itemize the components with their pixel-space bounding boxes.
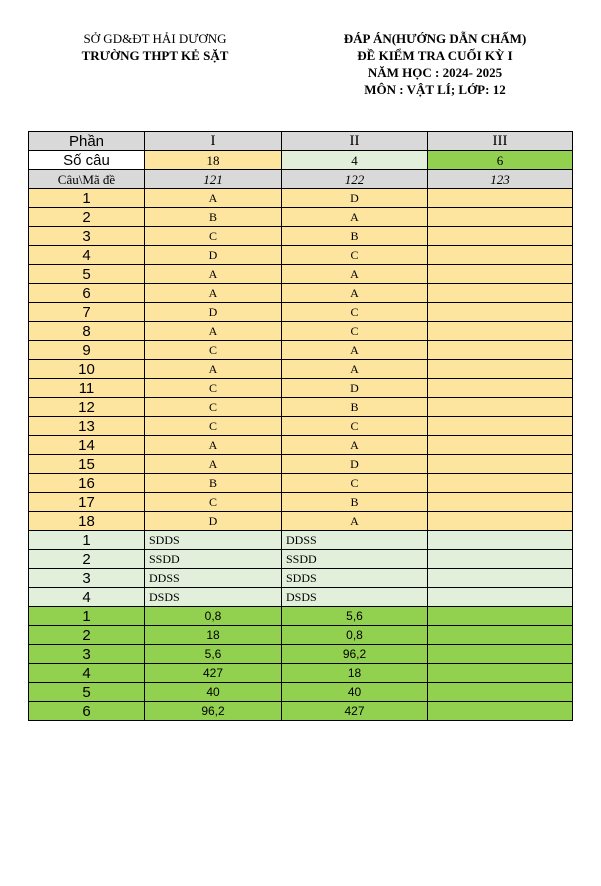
answer-cell: [428, 322, 573, 341]
answer-cell: [428, 265, 573, 284]
table-row: [29, 645, 573, 664]
answer-cell: [428, 683, 573, 702]
question-number: 1: [29, 531, 145, 550]
table-row: [29, 208, 573, 227]
answer-cell: 96,2: [145, 702, 282, 721]
answer-cell: [428, 474, 573, 493]
answer-cell: 0,8: [282, 626, 428, 645]
answer-cell: [428, 493, 573, 512]
answer-cell: A: [145, 284, 282, 303]
answer-cell: A: [145, 322, 282, 341]
question-number: 4: [29, 588, 145, 607]
answer-cell: [428, 227, 573, 246]
question-number: 2: [29, 550, 145, 569]
question-number: 6: [29, 284, 145, 303]
answer-cell: [428, 512, 573, 531]
answer-cell: B: [145, 208, 282, 227]
table-row: [29, 607, 573, 626]
answer-cell: [428, 550, 573, 569]
answer-cell: [428, 569, 573, 588]
answer-cell: [428, 284, 573, 303]
answer-cell: D: [145, 303, 282, 322]
answer-cell: A: [145, 265, 282, 284]
answer-cell: 96,2: [282, 645, 428, 664]
answer-cell: A: [145, 436, 282, 455]
question-number: 12: [29, 398, 145, 417]
question-number: 2: [29, 626, 145, 645]
answer-cell: [428, 303, 573, 322]
answer-cell: B: [145, 474, 282, 493]
answer-cell: C: [282, 246, 428, 265]
question-number: 4: [29, 246, 145, 265]
question-count-part-2: 4: [282, 151, 428, 170]
school-name: TRƯỜNG THPT KẺ SẶT: [81, 48, 229, 63]
question-number: 18: [29, 512, 145, 531]
question-number: 3: [29, 645, 145, 664]
table-row: [29, 379, 573, 398]
answer-cell: 427: [145, 664, 282, 683]
document-header: [0, 30, 601, 120]
table-row: [29, 436, 573, 455]
question-number: 9: [29, 341, 145, 360]
answer-cell: D: [282, 379, 428, 398]
answer-cell: B: [282, 227, 428, 246]
answer-cell: B: [282, 493, 428, 512]
answer-cell: A: [282, 265, 428, 284]
answer-cell: C: [282, 303, 428, 322]
answer-cell: A: [145, 455, 282, 474]
question-count-label: Số câu: [29, 151, 145, 170]
answer-cell: A: [282, 341, 428, 360]
answer-cell: [428, 189, 573, 208]
exam-code-122: 122: [282, 170, 428, 189]
subject-grade: MÔN : VẬT LÍ; LỚP: 12: [364, 82, 506, 97]
answer-cell: 40: [282, 683, 428, 702]
answer-cell: C: [145, 341, 282, 360]
table-row: [29, 227, 573, 246]
answer-cell: [428, 531, 573, 550]
answer-cell: [428, 702, 573, 721]
answer-cell: [428, 417, 573, 436]
answer-cell: B: [282, 398, 428, 417]
table-row: [29, 588, 573, 607]
table-row: [29, 512, 573, 531]
answer-cell: DSDS: [282, 588, 428, 607]
question-number: 5: [29, 683, 145, 702]
table-row: [29, 265, 573, 284]
question-count-row: [29, 151, 573, 170]
table-row: [29, 303, 573, 322]
answer-cell: D: [282, 189, 428, 208]
answer-cell: C: [282, 474, 428, 493]
answer-cell: C: [145, 379, 282, 398]
table-row: [29, 189, 573, 208]
question-number: 17: [29, 493, 145, 512]
answer-cell: SSDD: [282, 550, 428, 569]
answer-cell: A: [282, 208, 428, 227]
answer-cell: D: [145, 246, 282, 265]
answer-cell: C: [145, 398, 282, 417]
table-row: [29, 683, 573, 702]
table-row: [29, 322, 573, 341]
header-part-3: III: [428, 132, 573, 151]
header-part-1: I: [145, 132, 282, 151]
answer-cell: C: [282, 322, 428, 341]
answer-cell: [428, 398, 573, 417]
department-name: SỞ GD&ĐT HẢI DƯƠNG: [83, 31, 227, 46]
exam-code-label: Câu\Mã đề: [29, 170, 145, 189]
answer-cell: [428, 645, 573, 664]
question-count-part-3: 6: [428, 151, 573, 170]
answer-cell: DDSS: [282, 531, 428, 550]
answer-cell: [428, 588, 573, 607]
answer-cell: A: [145, 360, 282, 379]
question-number: 3: [29, 227, 145, 246]
header-row: [29, 132, 573, 151]
question-number: 13: [29, 417, 145, 436]
answer-cell: 5,6: [282, 607, 428, 626]
answer-cell: A: [282, 284, 428, 303]
table-row: [29, 569, 573, 588]
question-number: 7: [29, 303, 145, 322]
answer-cell: [428, 436, 573, 455]
exam-name: ĐỀ KIỂM TRA CUỐI KỲ I: [357, 48, 513, 63]
question-number: 4: [29, 664, 145, 683]
table-row: [29, 626, 573, 645]
doc-title: ĐÁP ÁN(HƯỚNG DẪN CHẤM): [343, 31, 527, 46]
question-number: 11: [29, 379, 145, 398]
header-part: Phần: [29, 132, 145, 151]
table-row: [29, 360, 573, 379]
table-row: [29, 284, 573, 303]
answer-cell: C: [145, 417, 282, 436]
question-number: 15: [29, 455, 145, 474]
answer-cell: C: [145, 227, 282, 246]
answer-cell: [428, 341, 573, 360]
answer-key-table: [28, 131, 573, 721]
table-row: [29, 702, 573, 721]
answer-cell: A: [282, 360, 428, 379]
exam-code-123: 123: [428, 170, 573, 189]
school-year: NĂM HỌC : 2024- 2025: [367, 65, 503, 80]
answer-cell: C: [145, 493, 282, 512]
question-count-part-1: 18: [145, 151, 282, 170]
table-row: [29, 398, 573, 417]
table-row: [29, 550, 573, 569]
answer-cell: 0,8: [145, 607, 282, 626]
answer-cell: A: [282, 512, 428, 531]
table-row: [29, 664, 573, 683]
table-row: [29, 474, 573, 493]
table-row: [29, 531, 573, 550]
answer-cell: SDDS: [282, 569, 428, 588]
table-row: [29, 417, 573, 436]
answer-cell: A: [145, 189, 282, 208]
answer-cell: 18: [145, 626, 282, 645]
question-number: 16: [29, 474, 145, 493]
table-row: [29, 341, 573, 360]
question-number: 8: [29, 322, 145, 341]
answer-cell: [428, 246, 573, 265]
answer-cell: C: [282, 417, 428, 436]
answer-cell: 427: [282, 702, 428, 721]
answer-cell: A: [282, 436, 428, 455]
question-number: 1: [29, 607, 145, 626]
answer-cell: DDSS: [145, 569, 282, 588]
header-part-2: II: [282, 132, 428, 151]
answer-cell: D: [282, 455, 428, 474]
answer-cell: 5,6: [145, 645, 282, 664]
table-row: [29, 493, 573, 512]
answer-cell: [428, 626, 573, 645]
question-number: 14: [29, 436, 145, 455]
answer-cell: [428, 455, 573, 474]
table-row: [29, 246, 573, 265]
question-number: 10: [29, 360, 145, 379]
question-number: 6: [29, 702, 145, 721]
question-number: 5: [29, 265, 145, 284]
table-row: [29, 455, 573, 474]
answer-cell: [428, 664, 573, 683]
question-number: 1: [29, 189, 145, 208]
exam-code-row: [29, 170, 573, 189]
exam-code-121: 121: [145, 170, 282, 189]
answer-cell: DSDS: [145, 588, 282, 607]
question-number: 3: [29, 569, 145, 588]
answer-cell: SSDD: [145, 550, 282, 569]
answer-cell: [428, 360, 573, 379]
question-number: 2: [29, 208, 145, 227]
answer-cell: 18: [282, 664, 428, 683]
answer-cell: [428, 607, 573, 626]
answer-cell: 40: [145, 683, 282, 702]
answer-cell: [428, 379, 573, 398]
answer-cell: D: [145, 512, 282, 531]
answer-cell: [428, 208, 573, 227]
answer-cell: SDDS: [145, 531, 282, 550]
